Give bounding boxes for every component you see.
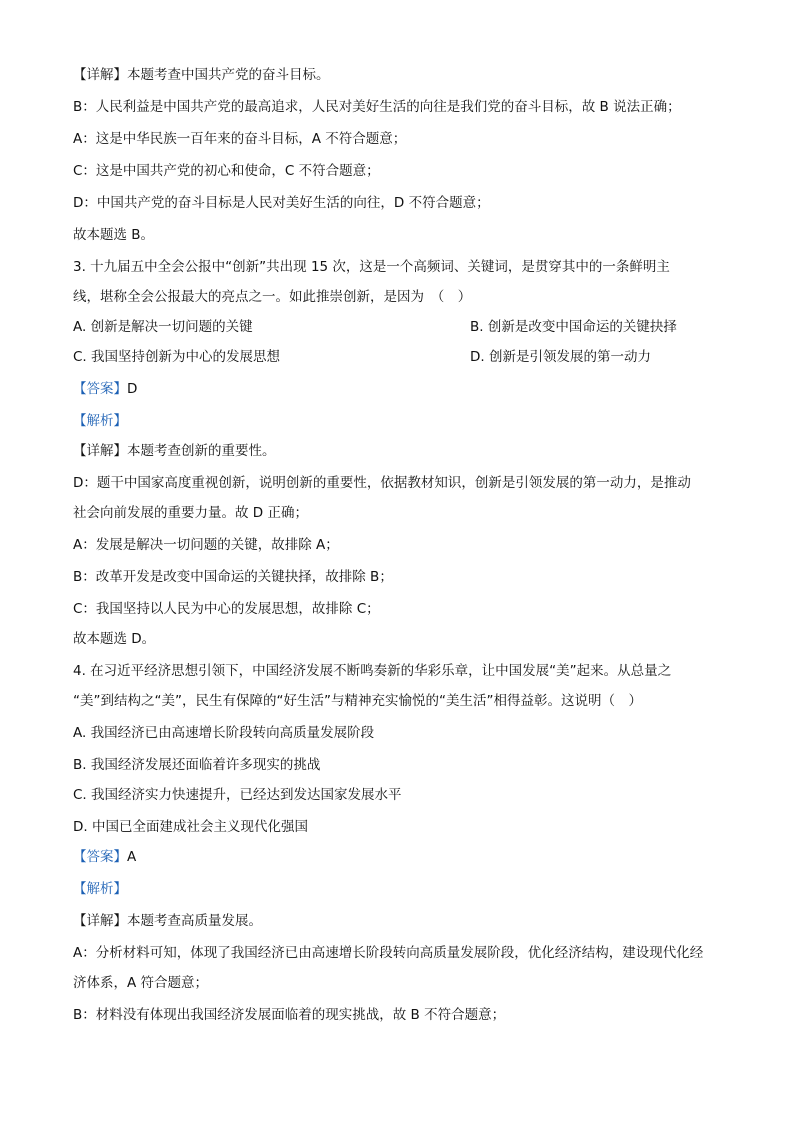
q4-answer <box>73 848 728 866</box>
q3-option-c-explanation: C：我国坚持以人民为中心的发展思想，故排除 C； <box>73 601 380 617</box>
q2-detail-line <box>73 66 728 84</box>
q3-option-d: D. 创新是引领发展的第一动力 <box>470 349 651 365</box>
q4-analysis <box>73 880 728 898</box>
q4-option-c: C. 我国经济实力快速提升，已经达到发达国家发展水平 <box>73 787 402 803</box>
q3-stem-line2: 线，堪称全会公报最大的亮点之一。如此推崇创新，是因为 （ ） <box>73 289 472 305</box>
analysis-tag: 【解析】 <box>73 881 127 897</box>
q3-option-b-explanation: B：改革开发是改变中国命运的关键抉择，故排除 B； <box>73 569 393 585</box>
q4-option-a-explanation-line2: 济体系，A 符合题意； <box>73 975 209 991</box>
q3-options-row1 <box>73 318 728 336</box>
q3-options-row2 <box>73 348 728 366</box>
analysis-tag: 【解析】 <box>73 413 127 429</box>
answer-value: A <box>127 849 137 865</box>
detail-text: 本题考查中国共产党的奋斗目标。 <box>127 67 330 83</box>
q3-option-a-explanation: A：发展是解决一切问题的关键，故排除 A； <box>73 537 339 553</box>
q3-option-c: C. 我国坚持创新为中心的发展思想 <box>73 349 281 365</box>
detail-text: 本题考查高质量发展。 <box>127 913 262 929</box>
answer-value: D <box>127 381 138 397</box>
q3-option-d-explanation-line1: D：题干中国家高度重视创新，说明创新的重要性，依据教材知识，创新是引领发展的第一动力，是推动 <box>73 475 691 491</box>
q3-option-d-explanation-line2: 社会向前发展的重要力量。故 D 正确； <box>73 505 308 521</box>
q2-conclusion: 故本题选 B。 <box>73 227 155 243</box>
q3-conclusion: 故本题选 D。 <box>73 631 156 647</box>
detail-tag: 【详解】 <box>73 913 127 929</box>
q4-stem-line1: 4. 在习近平经济思想引领下，中国经济发展不断鸣奏新的华彩乐章，让中国发展“美”起来。从总量之 <box>73 663 672 679</box>
answer-tag: 【答案】 <box>73 849 127 865</box>
q3-analysis <box>73 412 728 430</box>
q2-option-a-explanation: A：这是中华民族一百年来的奋斗目标，A 不符合题意； <box>73 131 407 147</box>
q2-option-b-explanation: B：人民利益是中国共产党的最高追求，人民对美好生活的向往是我们党的奋斗目标，故 B 说法正确； <box>73 99 681 115</box>
answer-tag: 【答案】 <box>73 381 127 397</box>
q4-option-d: D. 中国已全面建成社会主义现代化强国 <box>73 819 308 835</box>
q4-option-a: A. 我国经济已由高速增长阶段转向高质量发展阶段 <box>73 725 375 741</box>
q2-option-c-explanation: C：这是中国共产党的初心和使命，C 不符合题意； <box>73 163 380 179</box>
detail-tag: 【详解】 <box>73 443 127 459</box>
q4-option-b-explanation: B：材料没有体现出我国经济发展面临着的现实挑战，故 B 不符合题意； <box>73 1007 506 1023</box>
q3-option-b: B. 创新是改变中国命运的关键抉择 <box>470 319 677 335</box>
detail-tag: 【详解】 <box>73 67 127 83</box>
q4-stem-line2: “美”到结构之“美”，民生有保障的“好生活”与精神充实愉悦的“美生活”相得益彰。这说明（ ） <box>73 693 642 709</box>
q3-option-a: A. 创新是解决一切问题的关键 <box>73 319 253 335</box>
q4-option-b: B. 我国经济发展还面临着许多现实的挑战 <box>73 757 321 773</box>
q3-stem-line1: 3. 十九届五中全会公报中“创新”共出现 15 次，这是一个高频词、关键词，是贯穿其中的一条鲜明主 <box>73 259 670 275</box>
q3-answer <box>73 380 728 398</box>
q3-detail-line <box>73 442 728 460</box>
q2-option-d-explanation: D：中国共产党的奋斗目标是人民对美好生活的向往，D 不符合题意； <box>73 195 490 211</box>
detail-text: 本题考查创新的重要性。 <box>127 443 276 459</box>
q4-option-a-explanation-line1: A：分析材料可知，体现了我国经济已由高速增长阶段转向高质量发展阶段，优化经济结构，建设现代化经 <box>73 945 704 961</box>
q4-detail-line <box>73 912 728 930</box>
